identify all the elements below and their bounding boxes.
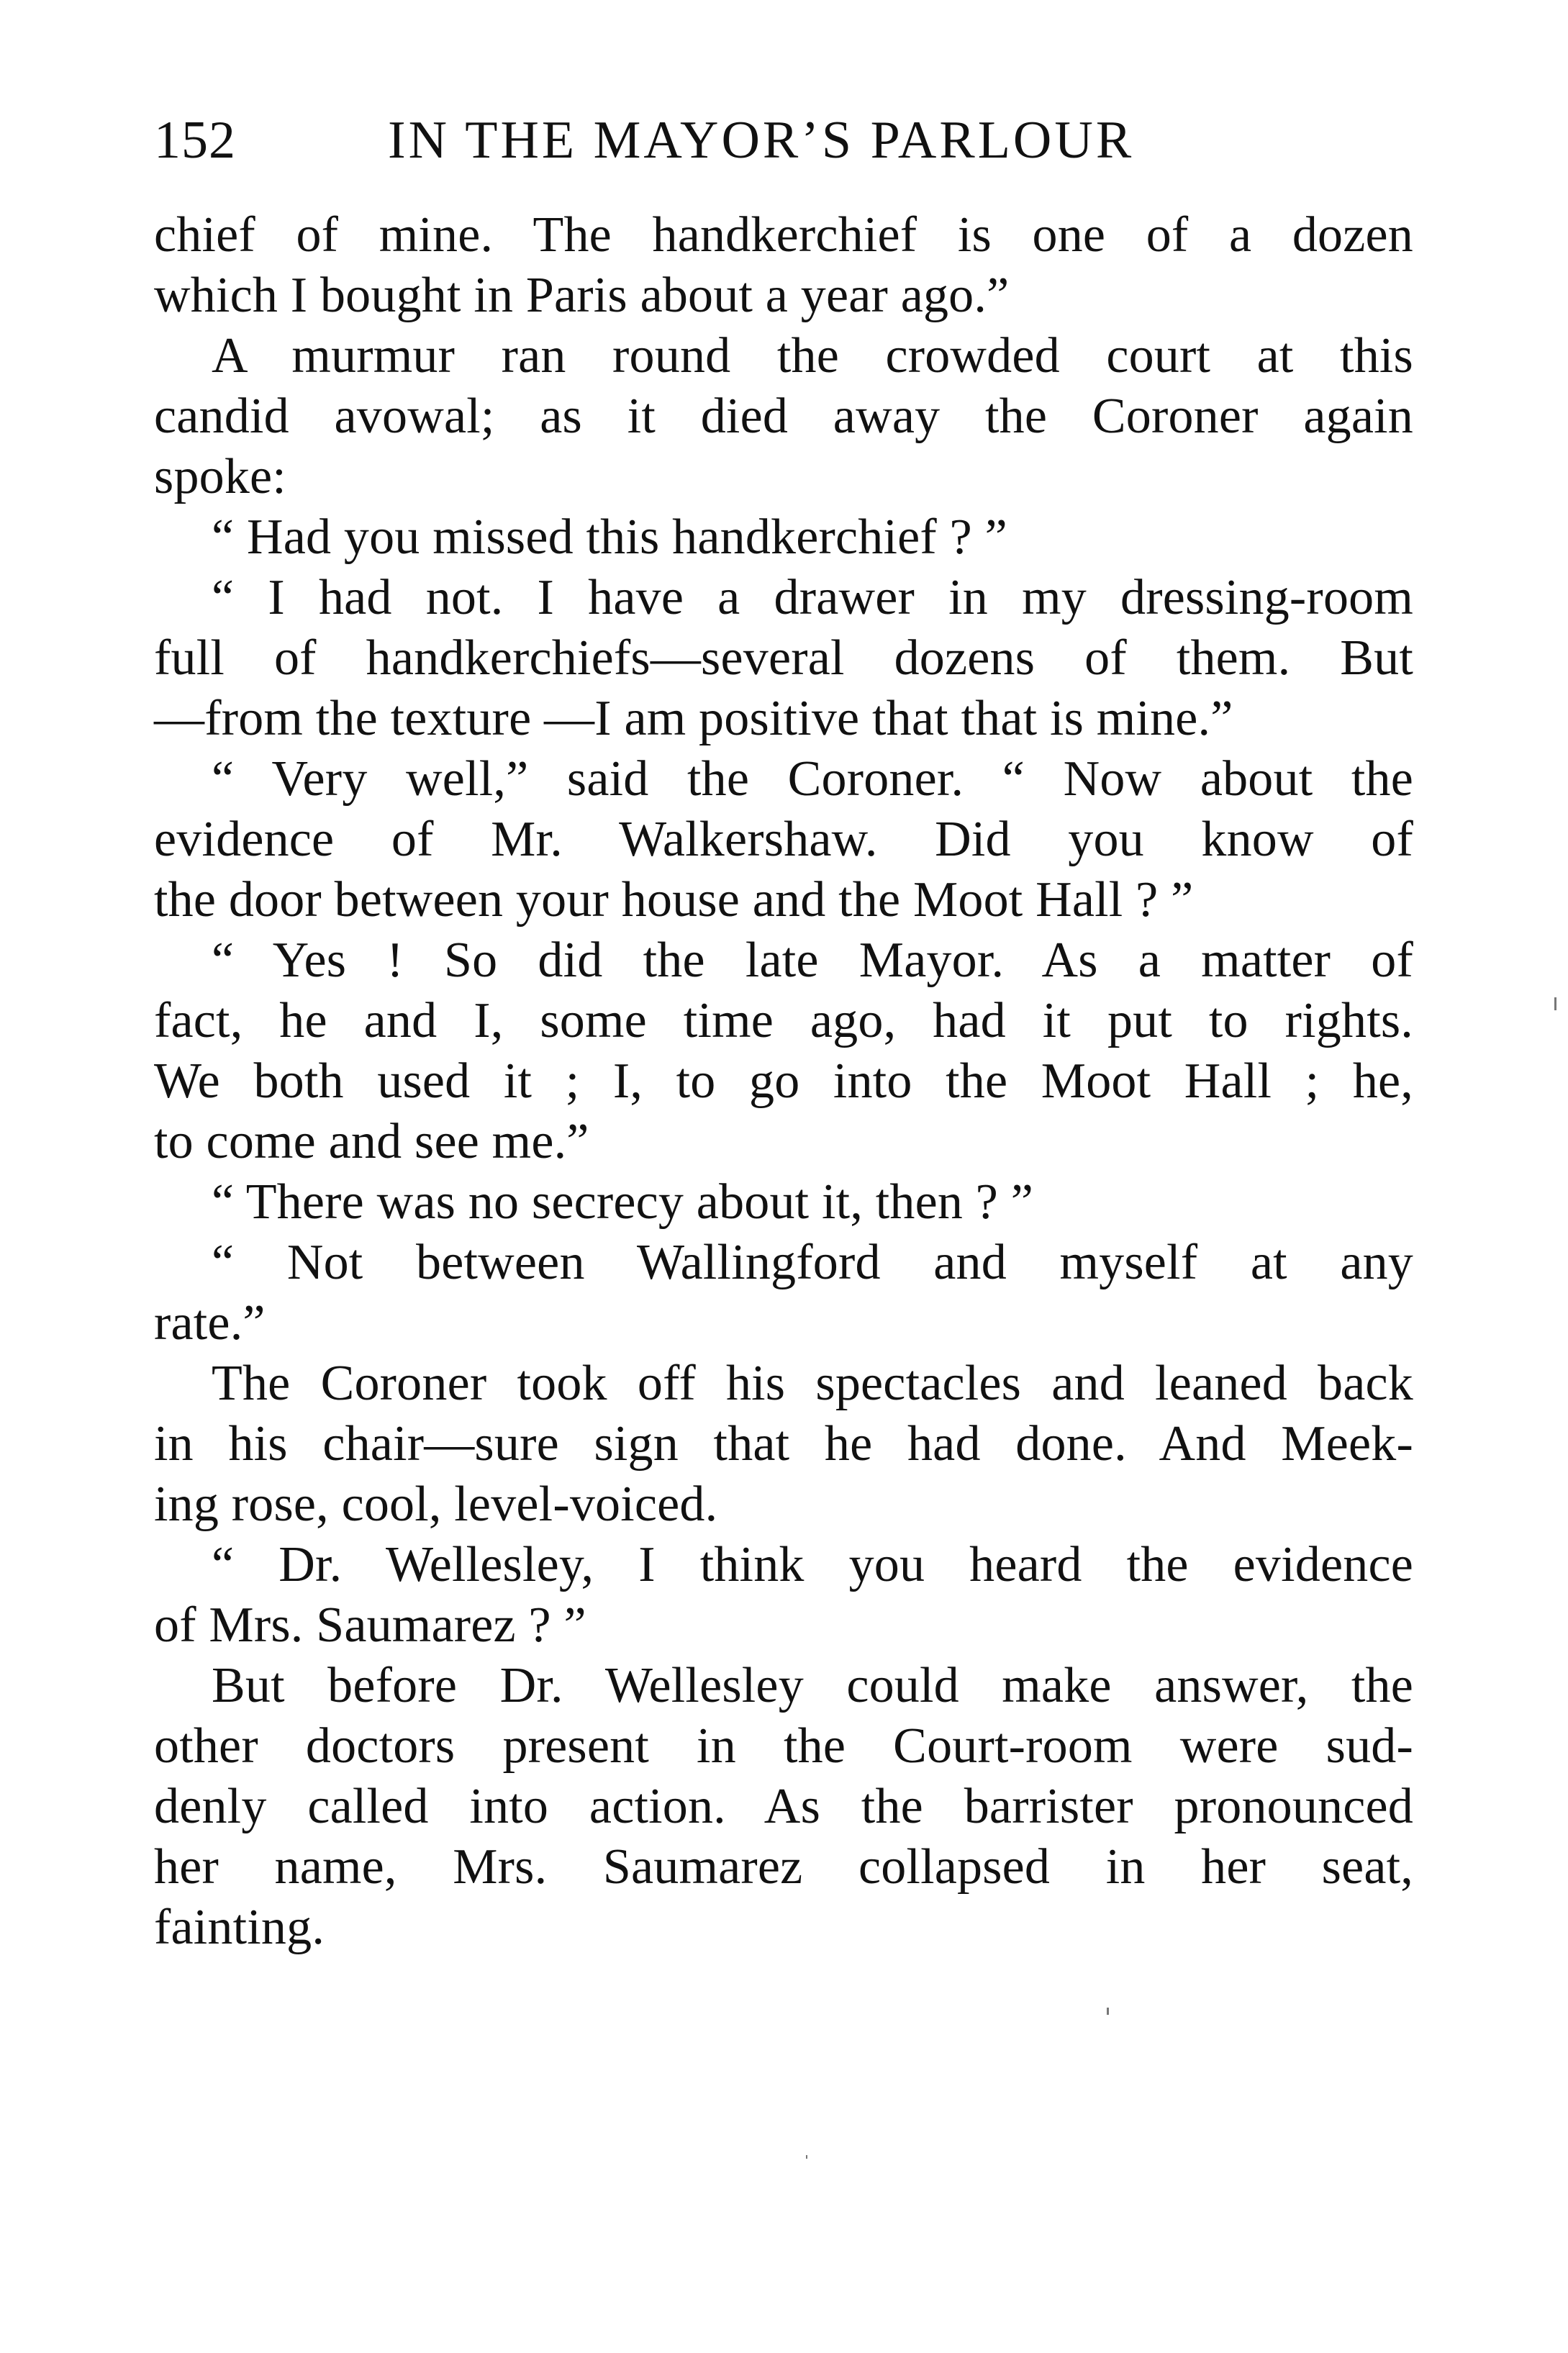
text-line: denly called into action. As the barrister pronounced bbox=[154, 1779, 1413, 1834]
text-line: fainting. bbox=[154, 1900, 325, 1955]
text-line: chief of mine. The handkerchief is one of a dozen bbox=[154, 207, 1413, 263]
text-line: —from the texture —I am positive that that is mine.” bbox=[154, 691, 1233, 746]
text-line: the door between your house and the Moot Hall ? ” bbox=[154, 872, 1194, 928]
paragraph-start-line: But before Dr. Wellesley could make answer, the bbox=[212, 1658, 1413, 1713]
text-line: We both used it ; I, to go into the Moot Hall ; he, bbox=[154, 1053, 1413, 1109]
paragraph-start-line: A murmur ran round the crowded court at this bbox=[212, 328, 1413, 384]
scan-speck bbox=[1107, 2008, 1109, 2015]
paragraph-start-line: “ I had not. I have a drawer in my dressing-room bbox=[212, 570, 1413, 625]
text-line: of Mrs. Saumarez ? ” bbox=[154, 1597, 586, 1653]
body-text bbox=[154, 205, 1413, 1958]
text-line: candid avowal; as it died away the Coroner again bbox=[154, 389, 1413, 444]
paragraph-start-line: “ Had you missed this handkerchief ? ” bbox=[212, 509, 1007, 565]
text-line: other doctors present in the Court-room were sud- bbox=[154, 1718, 1413, 1774]
scanned-page-edge bbox=[1477, 0, 1568, 1007]
text-line: to come and see me.” bbox=[154, 1114, 589, 1169]
scan-speck bbox=[806, 2155, 807, 2159]
text-line: which I bought in Paris about a year ago.” bbox=[154, 268, 1010, 323]
paragraph-start-line: “ Not between Wallingford and myself at any bbox=[212, 1235, 1413, 1290]
scan-speck bbox=[1554, 997, 1556, 1010]
text-line: ing rose, cool, level-voiced. bbox=[154, 1477, 718, 1532]
text-line: in his chair—sure sign that he had done. And Meek- bbox=[154, 1416, 1413, 1472]
paragraph-start-line: “ Yes ! So did the late Mayor. As a matter of bbox=[212, 933, 1413, 988]
page-number: 152 bbox=[154, 111, 236, 170]
text-line: evidence of Mr. Walkershaw. Did you know of bbox=[154, 812, 1413, 867]
text-line: her name, Mrs. Saumarez collapsed in her seat, bbox=[154, 1839, 1413, 1895]
paragraph-start-line: “ Very well,” said the Coroner. “ Now about the bbox=[212, 751, 1413, 807]
page-header bbox=[154, 101, 1413, 180]
text-line: full of handkerchiefs—several dozens of them. But bbox=[154, 630, 1413, 686]
paragraph-start-line: “ There was no secrecy about it, then ? ” bbox=[212, 1174, 1033, 1230]
text-line: fact, he and I, some time ago, had it put to rights. bbox=[154, 993, 1413, 1048]
running-head: IN THE MAYOR’S PARLOUR bbox=[388, 111, 1135, 170]
paragraph-start-line: The Coroner took off his spectacles and leaned back bbox=[212, 1356, 1413, 1411]
paragraph-start-line: “ Dr. Wellesley, I think you heard the evidence bbox=[212, 1537, 1413, 1592]
text-line: spoke: bbox=[154, 449, 286, 504]
text-line: rate.” bbox=[154, 1295, 266, 1351]
